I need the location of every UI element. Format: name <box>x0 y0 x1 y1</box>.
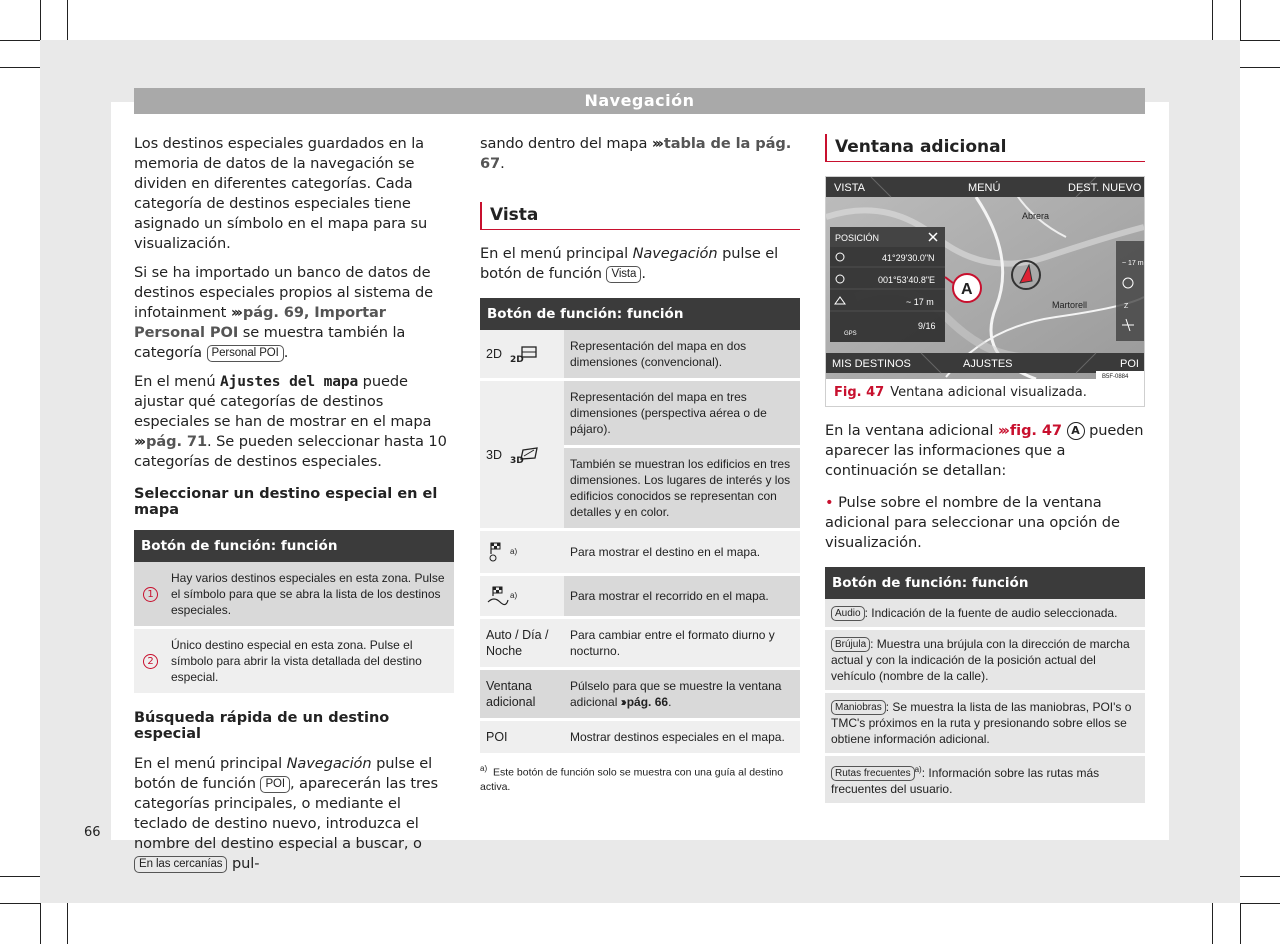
function-table <box>134 530 454 696</box>
table-cell: Auto / Día / Noche <box>480 619 564 667</box>
table-row <box>480 670 800 721</box>
crop-mark <box>40 903 41 944</box>
table-cell: Mostrar destinos especiales en el mapa. <box>564 721 800 753</box>
vista-label: VISTA <box>834 182 865 194</box>
nav-screen-image <box>826 177 1144 379</box>
crop-mark <box>1240 876 1280 877</box>
audio-key: Audio <box>831 606 865 621</box>
paragraph: sando dentro del mapa ››› tabla de la pág. 67. <box>480 135 792 172</box>
table-row <box>480 330 800 381</box>
cross-reference-link[interactable]: fig. 47 <box>1009 422 1062 439</box>
table-cell: Representación del mapa en tres dimensiones (perspectiva aérea o de pájaro). <box>564 381 800 448</box>
map-2d-icon <box>508 344 542 364</box>
page-number: 66 <box>84 825 101 840</box>
callout-marker: A <box>1067 422 1085 440</box>
table-cell: Para mostrar el recorrido en el mapa. <box>564 576 800 616</box>
crop-mark <box>0 903 40 904</box>
svg-text:3D: 3D <box>509 455 524 465</box>
personal-poi-key: Personal POI <box>207 345 284 362</box>
table-cell: 2D 2D <box>480 330 564 378</box>
arrow-icon: ››› <box>620 695 624 709</box>
table-cell: También se muestran los edificios en tres dimensiones. Los lugares de interés y los edificios conocidos se representan con detalles y en color. <box>564 448 800 528</box>
crop-mark <box>1240 0 1241 40</box>
maneuvers-key: Maniobras <box>831 700 886 715</box>
panel-title: POSICIÓN <box>835 233 880 243</box>
crop-mark <box>67 903 68 944</box>
svg-text:B5F-0884: B5F-0884 <box>1102 374 1129 379</box>
crop-mark <box>1212 0 1213 40</box>
crop-mark <box>0 876 40 877</box>
table-row <box>134 629 454 696</box>
new-destination-label: DEST. NUEVO <box>1068 182 1142 194</box>
section-heading: Ventana adicional <box>825 134 1145 162</box>
table-row <box>480 381 800 531</box>
settings-label: AJUSTES <box>963 358 1013 370</box>
table-row: Brújula : Muestra una brújula con la dirección de marcha actual y con la indicación de la posición actual del vehículo (nombre de la calle). <box>825 630 1145 693</box>
paragraph: Si se ha importado un banco de datos de destinos especiales propios al sistema de infotainment ››› pág. 69, Importar Personal POI se muestra también la categoría Personal POI . <box>134 264 434 361</box>
arrow-icon: ››› <box>651 135 661 152</box>
svg-text:~ 17 m: ~ 17 m <box>906 297 934 307</box>
arrow-icon: ››› <box>997 422 1007 439</box>
paragraph: En el menú principal Navegación pulse el botón de función POI , aparecerán las tres categorías principales, o mediante el teclado de destino nuevo, introduzca el nombre del destino especial a buscar, o En las cercanías pul- <box>134 755 439 872</box>
table-row <box>480 721 800 756</box>
figure-caption: Fig. 47 Ventana adicional visualizada. <box>834 385 1087 400</box>
svg-text:~ 17 m: ~ 17 m <box>1122 260 1144 267</box>
paragraph: Los destinos especiales guardados en la memoria de datos de la navegación se dividen en diferentes categorías. Cada categoría de destinos especiales tiene asignado un símbolo en el mapa para su visualización. <box>134 135 428 252</box>
table-row <box>480 576 800 619</box>
table-cell: Para cambiar entre el formato diurno y nocturno. <box>564 619 800 667</box>
table-cell: a) <box>480 531 564 573</box>
paragraph: En el menú Ajustes del mapa puede ajustar qué categorías de destinos especiales se han de mostrar en el mapa ››› pág. 71. Se pueden seleccionar hasta 10 categorías de destinos especiales. <box>134 373 447 470</box>
cross-reference-link[interactable]: pág. 71 <box>146 433 208 450</box>
crop-mark <box>1240 903 1280 904</box>
footnote: $^{a)}$ Este botón de función solo se muestra con una guía al destino activa. <box>480 764 784 793</box>
poi-key: POI <box>260 776 290 793</box>
column-1 <box>134 134 454 883</box>
table-header: Botón de función: función <box>825 567 1145 599</box>
svg-text:41°29'30.0"N: 41°29'30.0"N <box>882 253 935 263</box>
crop-mark <box>40 0 41 40</box>
table-row <box>480 619 800 670</box>
paragraph: En la ventana adicional ››› fig. 47 A pueden aparecer las informaciones que a continuación se detallan: <box>825 422 1144 479</box>
svg-text:Z: Z <box>1124 303 1129 310</box>
crop-mark <box>0 67 40 68</box>
crop-mark <box>67 0 68 40</box>
my-destinations-label: MIS DESTINOS <box>832 358 911 370</box>
figure <box>825 176 1145 407</box>
subheading: Búsqueda rápida de un destino especial <box>134 710 390 742</box>
table-row <box>134 562 454 629</box>
view-key: Vista <box>606 266 641 283</box>
cross-reference-link[interactable]: tabla de la pág. 67 <box>480 135 792 172</box>
cross-reference-link[interactable]: pág. 66 <box>626 695 669 709</box>
svg-text:001°53'40.8"E: 001°53'40.8"E <box>878 275 936 285</box>
crop-mark <box>1240 40 1280 41</box>
cross-reference-link[interactable]: pág. 69, Importar Personal POI <box>134 304 386 341</box>
number-marker: 1 <box>143 587 158 602</box>
table-row: Rutas frecuentes $^{a)}$: Información sobre las rutas más frecuentes del usuario. <box>825 756 1145 806</box>
crop-mark <box>1240 67 1280 68</box>
subheading: Seleccionar un destino especial en el mapa <box>134 486 438 518</box>
menu-label: MENÚ <box>968 182 1001 194</box>
frequent-routes-key: Rutas frecuentes <box>831 766 915 781</box>
bullet-item: • Pulse sobre el nombre de la ventana adicional para seleccionar una opción de visualización. <box>825 494 1120 551</box>
crop-mark <box>1240 903 1241 944</box>
table-row: Maniobras : Se muestra la lista de las maniobras, POI's o TMC's próximos en la ruta y presionando sobre ellos se obtiene información adicional. <box>825 693 1145 756</box>
table-row: Audio : Indicación de la fuente de audio seleccionada. <box>825 599 1145 630</box>
svg-text:2D: 2D <box>509 355 524 364</box>
crop-mark <box>0 40 40 41</box>
bullet-icon: • <box>825 494 834 511</box>
chapter-header: Navegación <box>134 88 1145 114</box>
destination-flag-icon <box>486 540 510 564</box>
table-cell: 3D 3D <box>480 381 564 528</box>
nearby-key: En las cercanías <box>134 856 227 873</box>
poi-label: POI <box>1120 358 1139 370</box>
table-cell: Para mostrar el destino en el mapa. <box>564 531 800 573</box>
table-cell: Representación del mapa en dos dimensiones (convencional). <box>564 330 800 378</box>
compass-key: Brújula <box>831 637 870 652</box>
table-cell: Único destino especial en esta zona. Pulse el símbolo para abrir la vista detallada del destino especial. <box>171 638 422 684</box>
menu-name: Ajustes del mapa <box>220 374 359 390</box>
svg-text:Martorell: Martorell <box>1052 300 1088 310</box>
table-cell: Hay varios destinos especiales en esta zona. Pulse el símbolo para que se abra la lista de los destinos especiales. <box>171 571 445 617</box>
function-table <box>480 298 800 756</box>
section-heading: Vista <box>480 202 800 230</box>
arrow-icon: ››› <box>230 304 240 321</box>
svg-text:GPS: GPS <box>844 331 857 337</box>
function-table <box>825 567 1145 806</box>
paragraph: En el menú principal Navegación pulse el botón de función Vista . <box>480 245 779 282</box>
crop-mark <box>1212 903 1213 944</box>
arrow-icon: ››› <box>134 433 144 450</box>
table-header: Botón de función: función <box>480 298 800 330</box>
callout-a: A <box>961 281 973 298</box>
svg-text:9/16: 9/16 <box>918 321 936 331</box>
table-cell: Púlselo para que se muestre la ventana adicional ››› pág. 66. <box>564 670 800 718</box>
column-3 <box>825 134 1145 812</box>
column-2 <box>480 134 800 794</box>
table-row <box>480 531 800 576</box>
route-flag-icon <box>486 584 510 608</box>
number-marker: 2 <box>143 654 158 669</box>
map-3d-icon <box>508 445 542 465</box>
table-cell: a) <box>480 576 564 616</box>
table-cell: Ventana adicional <box>480 670 564 718</box>
svg-text:Abrera: Abrera <box>1022 211 1050 221</box>
table-cell: POI <box>480 721 564 753</box>
table-header: Botón de función: función <box>134 530 454 562</box>
